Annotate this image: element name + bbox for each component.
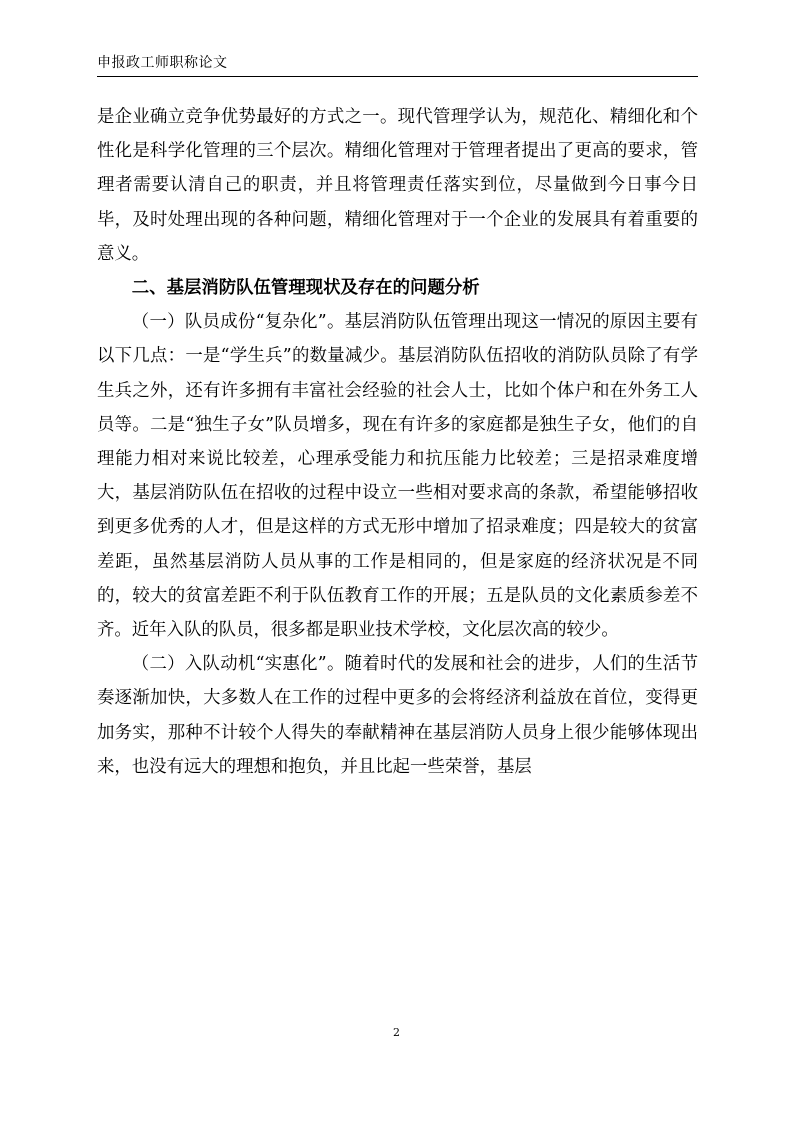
- paragraph-enlistment-motivation: （二）入队动机“实惠化”。随着时代的发展和社会的进步，人们的生活节奏逐渐加快，大多数人在工作的过程中更多的会将经济利益放在首位，变得更加务实，那种不计较个人得失的奉献精神在基层消防人员身上很少能够体现出来，也没有远大的理想和抱负，并且比起一些荣誉，基层: [97, 654, 698, 777]
- paragraph-member-composition: （一）队员成份“复杂化”。基层消防队伍管理出现这一情况的原因主要有以下几点：一是“学生兵”的数量减少。基层消防队伍招收的消防队员除了有学生兵之外，还有许多拥有丰富社会经验的社会人士，比如个体户和在外务工人员等。二是“独生子女”队员增多，现在有许多的家庭都是独生子女，他们的自理能力相对来说比较差，心理承受能力和抗压能力比较差；三是招录难度增大，基层消防队伍在招收的过程中设立一些相对要求高的条款，希望能够招收到更多优秀的人才，但是这样的方式无形中增加了招录难度；四是较大的贫富差距，虽然基层消防人员从事的工作是相同的，但是家庭的经济状况是不同的，较大的贫富差距不利于队伍教育工作的开展；五是队员的文化素质参差不齐。近年入队的队员，很多都是职业技术学校，文化层次高的较少。: [97, 312, 698, 641]
- page-header: [97, 52, 698, 77]
- header-title: 申报政工师职称论文: [97, 55, 228, 71]
- section-heading: 二、基层消防队伍管理现状及存在的问题分析: [131, 278, 480, 299]
- document-body: [97, 100, 698, 784]
- paragraph-continuation: 是企业确立竞争优势最好的方式之一。现代管理学认为，规范化、精细化和个性化是科学化管理的三个层次。精细化管理对于管理者提出了更高的要求，管理者需要认清自己的职责，并且将管理责任落实到位，尽量做到今日事今日毕，及时处理出现的各种问题，精细化管理对于一个企业的发展具有着重要的意义。: [97, 107, 698, 264]
- page-number: 2: [393, 1026, 400, 1039]
